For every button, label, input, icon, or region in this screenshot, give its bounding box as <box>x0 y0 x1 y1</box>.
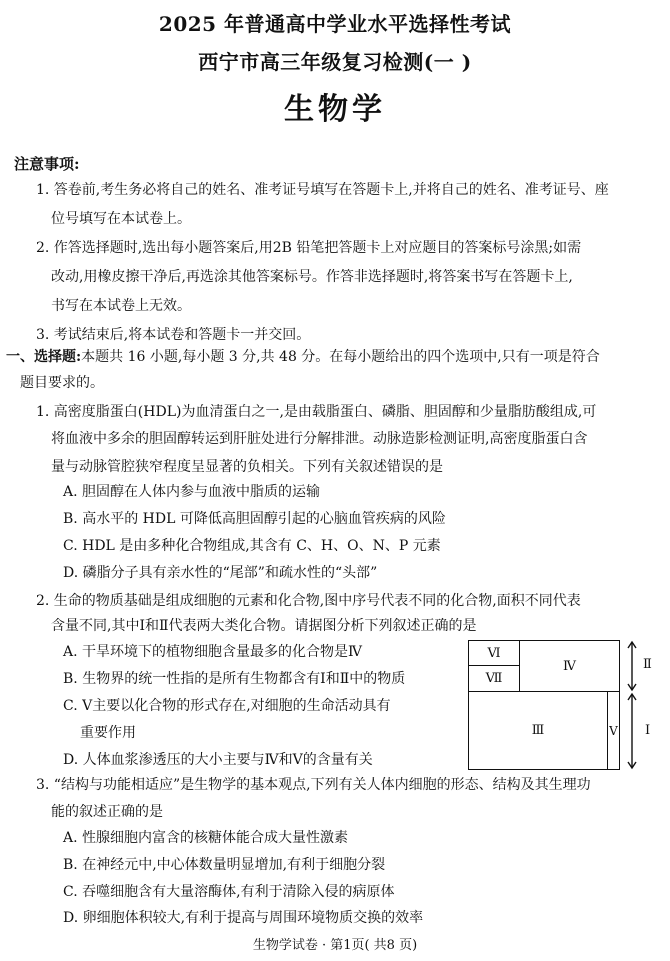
diagram-cell-vi <box>468 640 520 666</box>
notice-line: 书写在本试卷上无效。 <box>51 298 191 314</box>
q3-option-b[interactable]: B. 在神经元中,中心体数量明显增加,有利于细胞分裂 <box>63 857 386 873</box>
q1-option-b[interactable]: B. 高水平的 HDL 可降低高胆固醇引起的心脑血管疾病的风险 <box>63 511 446 527</box>
q1-option-a[interactable]: A. 胆固醇在人体内参与血液中脂质的运输 <box>63 484 321 500</box>
section-instructions-cont: 题目要求的。 <box>20 375 104 391</box>
subject-title: 生物学 <box>284 92 386 127</box>
section-heading <box>6 348 600 366</box>
diagram-cell-iii <box>468 691 608 770</box>
diagram-brackets <box>622 640 660 770</box>
q3-option-c[interactable]: C. 吞噬细胞含有大量溶酶体,有利于清除入侵的病原体 <box>63 884 395 900</box>
label-vi: Ⅵ <box>487 645 501 661</box>
q1-option-d[interactable]: D. 磷脂分子具有亲水性的“尾部”和疏水性的“头部” <box>63 565 378 581</box>
q2-option-a[interactable]: A. 干旱环境下的植物细胞含量最多的化合物是Ⅳ <box>63 644 362 660</box>
label-iv: Ⅳ <box>563 658 576 674</box>
q1-stem: 量与动脉管腔狭窄程度呈显著的负相关。下列有关叙述错误的是 <box>51 459 443 475</box>
q2-option-b[interactable]: B. 生物界的统一性指的是所有生物都含有Ⅰ和Ⅱ中的物质 <box>63 671 406 687</box>
q2-stem: 2. 生命的物质基础是组成细胞的元素和化合物,图中序号代表不同的化合物,面积不同代表 <box>36 593 581 609</box>
diagram-cell-vii <box>468 665 520 692</box>
q1-stem: 1. 高密度脂蛋白(HDL)为血清蛋白之一,是由载脂蛋白、磷脂、胆固醇和少量脂肪酸组成,可 <box>36 404 597 420</box>
label-vii: Ⅶ <box>485 671 503 686</box>
notice-line: 3. 考试结束后,将本试卷和答题卡一并交回。 <box>36 327 311 343</box>
section-instructions: 本题共 16 小题,每小题 3 分,共 48 分。在每小题给出的四个选项中,只有一项是符合 <box>81 349 600 365</box>
notice-line: 位号填写在本试卷上。 <box>51 211 191 227</box>
q2-option-d[interactable]: D. 人体血浆渗透压的大小主要与Ⅳ和Ⅴ的含量有关 <box>63 752 373 768</box>
compound-area-diagram <box>468 640 660 770</box>
label-i: Ⅰ <box>645 723 651 738</box>
label-iii: Ⅲ <box>531 723 545 738</box>
diagram-cell-v <box>607 691 620 770</box>
notice-line: 2. 作答选择题时,选出每小题答案后,用2B 铅笔把答题卡上对应题目的答案标号涂黑;如需 <box>36 240 582 256</box>
q1-option-c[interactable]: C. HDL 是由多种化合物组成,其含有 C、H、O、N、P 元素 <box>63 538 441 554</box>
q2-option-c[interactable]: C. Ⅴ主要以化合物的形式存在,对细胞的生命活动具有 <box>63 698 391 714</box>
q3-option-d[interactable]: D. 卵细胞体积较大,有利于提高与周围环境物质交换的效率 <box>63 910 424 926</box>
q3-stem: 3. “结构与功能相适应”是生物学的基本观点,下列有关人体内细胞的形态、结构及其生理功 <box>36 777 591 793</box>
q2-option-c-cont: 重要作用 <box>80 725 136 741</box>
section-label: 一、选择题: <box>6 349 82 365</box>
page-footer: 生物学试卷 · 第1页( 共8 页) <box>252 938 418 953</box>
label-v: Ⅴ <box>609 723 618 738</box>
notice-heading: 注意事项: <box>14 155 80 173</box>
q2-stem: 含量不同,其中Ⅰ和Ⅱ代表两大类化合物。请据图分析下列叙述正确的是 <box>51 618 477 634</box>
q3-option-a[interactable]: A. 性腺细胞内富含的核糖体能合成大量性激素 <box>63 830 349 846</box>
exam-subtitle: 西宁市高三年级复习检测(一 ) <box>198 50 472 74</box>
q3-stem: 能的叙述正确的是 <box>51 804 163 820</box>
exam-title: 2025 年普通高中学业水平选择性考试 <box>158 12 512 36</box>
diagram-cell-iv <box>519 640 620 692</box>
notice-line: 1. 答卷前,考生务必将自己的姓名、准考证号填写在答题卡上,并将自己的姓名、准考证号、座 <box>36 182 609 198</box>
label-ii: Ⅱ <box>643 657 652 672</box>
q1-stem: 将血液中多余的胆固醇转运到肝脏处进行分解排泄。动脉造影检测证明,高密度脂蛋白含 <box>51 431 588 447</box>
notice-line: 改动,用橡皮擦干净后,再选涂其他答案标号。作答非选择题时,将答案书写在答题卡上, <box>51 269 573 285</box>
